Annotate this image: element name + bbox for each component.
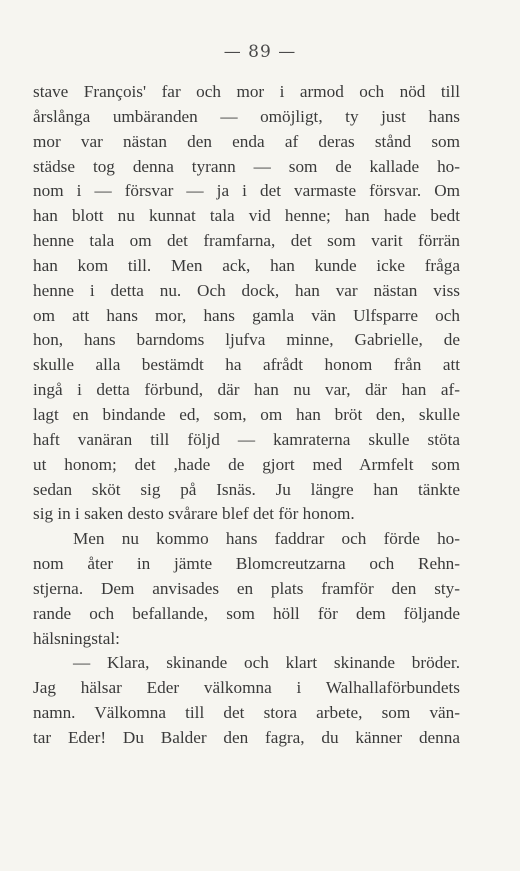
text-line: rande och befallande, som höll för dem följande bbox=[33, 603, 460, 623]
text-line: han kom till. Men ack, han kunde icke fråga bbox=[33, 255, 460, 275]
text-line: nom i — försvar — ja i det varmaste försvar. Om bbox=[33, 181, 460, 201]
page-number: — 89 — bbox=[223, 42, 297, 62]
text-line: hälsningstal: bbox=[33, 628, 120, 648]
text-line: Men nu kommo hans faddrar och förde ho- bbox=[73, 529, 460, 549]
text-line: tar Eder! Du Balder den fagra, du känner denna bbox=[33, 727, 460, 747]
text-line: årslånga umbäranden — omöjligt, ty just hans bbox=[33, 106, 460, 126]
text-line: städse tog denna tyrann — som de kallade ho- bbox=[33, 156, 460, 176]
text-line: ingå i detta förbund, där han nu var, där han af- bbox=[33, 380, 460, 400]
text-line: Jag hälsar Eder välkomna i Walhallaförbundets bbox=[33, 678, 460, 698]
text-line: namn. Välkomna till det stora arbete, som vän- bbox=[33, 703, 460, 723]
text-line: om att hans mor, hans gamla vän Ulfsparre och bbox=[33, 305, 460, 325]
text-line: haft vanäran till följd — kamraterna skulle stöta bbox=[33, 429, 460, 449]
text-line: lagt en bindande ed, som, om han bröt den, skulle bbox=[33, 404, 460, 424]
text-line: han blott nu kunnat tala vid henne; han hade bedt bbox=[33, 206, 460, 226]
text-line: stave François' far och mor i armod och nöd till bbox=[33, 82, 460, 101]
text-line: henne i detta nu. Och dock, han var nästan viss bbox=[33, 280, 460, 300]
text-line: — Klara, skinande och klart skinande bröder. bbox=[73, 653, 460, 673]
text-line: stjerna. Dem anvisades en plats framför den sty- bbox=[33, 578, 460, 598]
text-line: sig in i saken desto svårare blef det för honom. bbox=[33, 504, 355, 524]
text-line: nom åter in jämte Blomcreutzarna och Rehn- bbox=[33, 554, 460, 574]
text-line: mor var nästan den enda af deras stånd som bbox=[33, 131, 460, 151]
text-line: sedan sköt sig på Isnäs. Ju längre han tänkte bbox=[33, 479, 460, 499]
body-text bbox=[33, 80, 460, 751]
text-line: skulle alla bestämdt ha afrådt honom från att bbox=[33, 355, 460, 375]
text-line: henne tala om det framfarna, det som varit förrän bbox=[33, 231, 460, 251]
text-line: ut honom; det ,hade de gjort med Armfelt som bbox=[33, 454, 460, 474]
text-line: hon, hans barndoms ljufva minne, Gabrielle, de bbox=[33, 330, 460, 350]
